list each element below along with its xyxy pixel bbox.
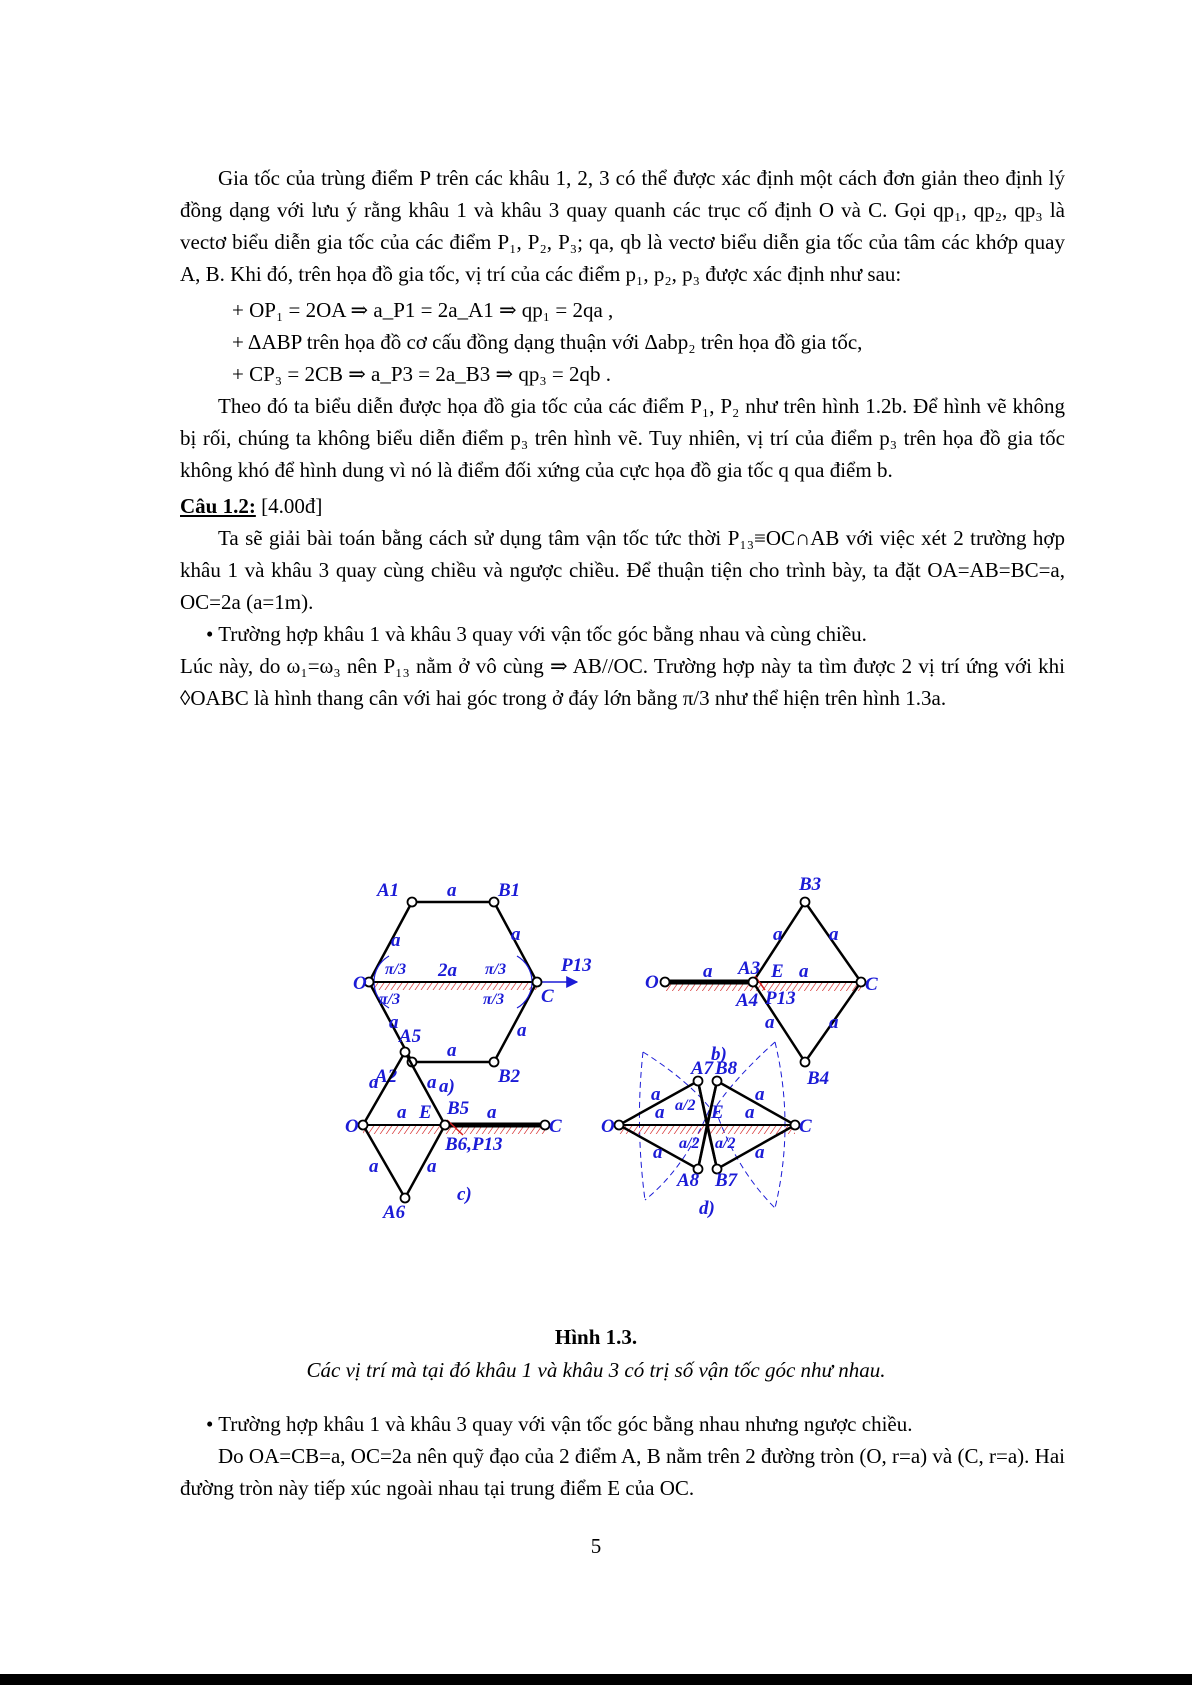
label-a-right-bottom: a [517, 1020, 527, 1041]
label-a-ul-c: a [369, 1072, 379, 1093]
joint-a1 [408, 898, 417, 907]
paragraph-circles: Do OA=CB=a, OC=2a nên quỹ đạo của 2 điểm A, B nằm trên 2 đường tròn (O, r=a) và (C, r=a). Hai đường tròn này tiếp xúc ngoài nhau tại trung điểm E của OC. [180, 1444, 1065, 1500]
label-pi3-c-bottom: π/3 [483, 991, 505, 1008]
paragraph-acceleration-intro: Gia tốc của trùng điểm P trên các khâu 1, 2, 3 có thể được xác định một cách đơn giản theo định lý đồng dạng với lưu ý rằng khâu 1 và khâu 3 quay quanh các trục cố định O và C. Gọi qp₁, qp₂, qp₃ là vectơ biểu diễn gia tốc của các điểm P₁, P₂, P₃; qa, qb là vectơ biểu diễn gia tốc của tâm các khớp quay A, B. Khi đó, trên họa đồ gia tốc, vị trí của các điểm p₁, p₂, p₃ được xác định như sau: [180, 166, 1065, 286]
joint-b4 [801, 1058, 810, 1067]
label-a3: A3 [738, 958, 761, 979]
bottom-border [0, 1674, 1192, 1685]
label-b8: B8 [715, 1058, 738, 1079]
ground-hatch-a [369, 982, 537, 990]
paragraph-same-direction: Lúc này, do ω₁=ω₃ nên P₁₃ nằm ở vô cùng ⇒ AB//OC. Trường hợp này ta tìm được 2 vị trí ứng với khi ◊OABC là hình thang cân với hai góc trong ở đáy lớn bằng π/3 như thể hiện trên hình 1.3a. [180, 654, 1065, 710]
label-a-oe-c: a [397, 1102, 407, 1123]
label-o-d: O [601, 1116, 615, 1137]
bullet-opposite-direction: • Trường hợp khâu 1 và khâu 3 quay với vận tốc góc bằng nhau nhưng ngược chiều. [206, 1412, 913, 1436]
joint-b5 [441, 1121, 450, 1130]
label-a-ul-d: a [651, 1084, 661, 1105]
label-a-lr-c: a [427, 1156, 437, 1177]
label-a5: A5 [399, 1026, 422, 1047]
label-a-ul-b: a [773, 924, 783, 945]
label-a8: A8 [677, 1170, 700, 1191]
label-a2: A2 [375, 1066, 398, 1087]
equation-similarity: + ΔABP trên họa đồ cơ cấu đồng dạng thuận với Δabp₂ trên họa đồ gia tốc, [232, 330, 863, 354]
label-e-b: E [771, 961, 784, 982]
paragraph-acceleration-result: Theo đó ta biểu diễn được họa đồ gia tốc của các điểm P₁, P₂ như trên hình 1.2b. Để hình vẽ không bị rối, chúng ta không biểu diễn điểm p₃ trên hình vẽ. Tuy nhiên, vị trí của điểm p₃ trên họa đồ gia tốc không khó để hình dung vì nó là điểm đối xứng của cực họa đồ gia tốc q qua điểm b. [180, 394, 1065, 482]
label-p13-b: P13 [765, 988, 796, 1009]
label-subfigure-c: c) [457, 1184, 472, 1205]
label-a2-ul-d: a/2 [675, 1097, 696, 1114]
label-a-oa-b: a [703, 961, 713, 982]
body-text-lower [180, 1408, 1065, 1504]
subfigure-a [353, 880, 592, 1097]
label-a-bc-c: a [487, 1102, 497, 1123]
label-a-bottom: a [447, 1040, 457, 1061]
label-a-oe-d: a [655, 1102, 665, 1123]
section-heading-score: [4.00đ] [261, 494, 323, 518]
label-subfigure-b: b) [711, 1044, 727, 1065]
label-a-ur-d: a [755, 1084, 765, 1105]
joint-a5 [401, 1048, 410, 1057]
label-b6-p13: B6,P13 [445, 1134, 503, 1155]
label-subfigure-d: d) [699, 1198, 715, 1219]
label-a-lr-b: a [829, 1012, 839, 1033]
equation-op1: + OP₁ = 2OA ⇒ a_P1 = 2a_A1 ⇒ qp₁ = 2qa , [232, 298, 614, 322]
section-heading [180, 490, 1065, 522]
label-e-d: E [711, 1102, 724, 1123]
label-o-a: O [353, 973, 367, 994]
section-heading-label: Câu 1.2: [180, 494, 256, 518]
label-b4: B4 [807, 1068, 830, 1089]
label-a-right-top: a [511, 924, 521, 945]
label-a4: A4 [736, 990, 759, 1011]
label-c-b: C [865, 974, 878, 995]
joint-o-c [359, 1121, 368, 1130]
equation-cp3: + CP₃ = 2CB ⇒ a_P3 = 2a_B3 ⇒ qp₃ = 2qb . [232, 362, 611, 386]
label-b3: B3 [799, 874, 822, 895]
label-a7: A7 [691, 1058, 714, 1079]
label-a6: A6 [383, 1202, 406, 1223]
label-a-ll-d: a [653, 1142, 663, 1163]
label-a-left-bottom: a [389, 1012, 399, 1033]
page-number: 5 [590, 1534, 602, 1558]
label-b7: B7 [715, 1170, 738, 1191]
label-a2-lr-d: a/2 [715, 1135, 736, 1152]
label-b5: B5 [447, 1098, 470, 1119]
label-a1: A1 [377, 880, 400, 901]
label-e-c: E [419, 1102, 432, 1123]
label-a-ll-b: a [765, 1012, 775, 1033]
subfigure-b [645, 874, 878, 1089]
label-o-b: O [645, 972, 659, 993]
label-pi3-o-bottom: π/3 [379, 991, 401, 1008]
label-b1: B1 [498, 880, 521, 901]
paragraph-instant-center: Ta sẽ giải bài toán bằng cách sử dụng tâm vận tốc tức thời P₁₃≡OC∩AB với việc xét 2 trường hợp khâu 1 và khâu 3 quay cùng chiều và ngược chiều. Để thuận tiện cho trình bày, ta đặt OA=AB=BC=a, OC=2a (a=1m). [180, 526, 1065, 614]
joint-o-d [615, 1121, 624, 1130]
label-a-lr-d: a [755, 1142, 765, 1163]
label-a-ur-c: a [427, 1072, 437, 1093]
label-a2-ll-d: a/2 [679, 1135, 700, 1152]
bullet-same-direction: • Trường hợp khâu 1 và khâu 3 quay với vận tốc góc bằng nhau và cùng chiều. [206, 622, 867, 646]
label-pi3-c-top: π/3 [485, 961, 507, 978]
label-a-ec-b: a [799, 961, 809, 982]
label-p13-a: P13 [561, 955, 592, 976]
body-text-upper [180, 162, 1065, 714]
label-b2: B2 [498, 1066, 521, 1087]
figure-title: Hình 1.3. [554, 1325, 638, 1349]
subfigure-d [601, 1042, 812, 1219]
label-subfigure-a: a) [439, 1076, 455, 1097]
label-o-c: O [345, 1116, 359, 1137]
joint-o-b [661, 978, 670, 987]
label-a-ec-d: a [745, 1102, 755, 1123]
figure-mechanism-positions [345, 874, 1075, 1318]
label-a-ll-c: a [369, 1156, 379, 1177]
label-c-c: C [549, 1116, 562, 1137]
label-a-top: a [447, 880, 457, 901]
label-c-d: C [799, 1116, 812, 1137]
label-pi3-o-top: π/3 [385, 961, 407, 978]
joint-b3 [801, 898, 810, 907]
label-c-a: C [541, 986, 554, 1007]
figure-caption: Các vị trí mà tại đó khâu 1 và khâu 3 có trị số vận tốc góc như nhau. [306, 1358, 886, 1382]
label-a-left-top: a [391, 930, 401, 951]
label-a-ur-b: a [829, 924, 839, 945]
label-2a: 2a [438, 960, 457, 981]
